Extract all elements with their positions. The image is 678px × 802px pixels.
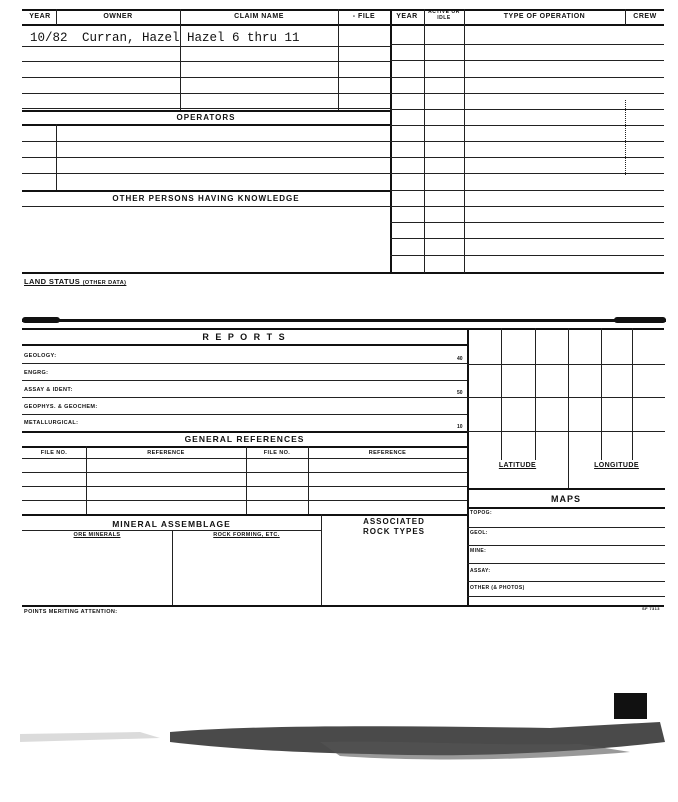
maps-geol-label: GEOL:	[470, 530, 488, 536]
report-assay-label: ASSAY & IDENT:	[24, 387, 73, 393]
report-metallurgical-num: 10	[457, 424, 463, 430]
land-status-sub: (OTHER DATA)	[82, 280, 127, 286]
report-geophys-label: GEOPHYS. & GEOCHEM:	[24, 404, 98, 410]
land-status-label	[24, 277, 126, 286]
maps-mine-label: MINE:	[470, 548, 487, 554]
report-assay-num: 50	[457, 390, 463, 396]
separator-bar-right-cap	[614, 317, 666, 323]
mineral-assemblage-title: MINERAL ASSEMBLAGE	[112, 519, 231, 529]
report-engrg-label: ENGRG:	[24, 370, 49, 376]
maps-title: MAPS	[550, 494, 581, 504]
maps-assay-label: ASSAY:	[470, 568, 491, 574]
header-year-2: YEAR	[396, 13, 418, 20]
report-metallurgical-label: METALLURGICAL:	[24, 420, 79, 426]
header-claim-name: CLAIM NAME	[234, 13, 284, 20]
report-geology-num: 40	[457, 356, 463, 362]
scan-smear	[20, 712, 670, 772]
header-crew: CREW	[633, 13, 657, 20]
gen-ref-col-file-no-2: FILE NO.	[263, 450, 291, 456]
maps-other-label: OTHER (& PHOTOS)	[470, 585, 525, 591]
separator-bar-left-cap	[22, 317, 60, 323]
entry-year: 10/82	[30, 31, 68, 45]
gen-ref-col-file-no-1: FILE NO.	[40, 450, 68, 456]
associated-rock-types-label: ASSOCIATED ROCK TYPES	[362, 517, 425, 536]
entry-owner: Curran, Hazel	[82, 31, 180, 45]
header-year: YEAR	[29, 13, 51, 20]
maps-topog-label: TOPOG:	[470, 510, 493, 516]
other-persons-label: OTHER PERSONS HAVING KNOWLEDGE	[112, 194, 300, 203]
ore-minerals-label: ORE MINERALS	[73, 532, 121, 538]
points-meriting-attention-label: POINTS MERITING ATTENTION:	[24, 609, 118, 615]
header-file: - FILE	[352, 13, 376, 20]
gen-ref-col-reference-1: REFERENCE	[147, 450, 185, 456]
operators-label: OPERATORS	[176, 113, 236, 122]
reports-title: R E P O R T S	[202, 332, 287, 342]
latitude-label: LATITUDE	[498, 462, 537, 469]
entry-claim-name: Hazel 6 thru 11	[187, 31, 300, 45]
header-owner: OWNER	[103, 13, 133, 20]
gen-ref-col-reference-2: REFERENCE	[368, 450, 407, 456]
header-active-idle: ACTIVE OR IDLE	[428, 9, 460, 21]
report-geology-label: GEOLOGY:	[24, 353, 57, 359]
form-number: SF 7313	[642, 606, 660, 611]
land-status-title: LAND STATUS	[24, 277, 81, 286]
header-type-of-operation: TYPE OF OPERATION	[503, 13, 586, 20]
longitude-label: LONGITUDE	[594, 462, 639, 469]
general-references-title: GENERAL REFERENCES	[184, 434, 305, 444]
separator-bar	[22, 319, 666, 322]
rock-forming-label: ROCK FORMING, ETC.	[213, 532, 280, 538]
